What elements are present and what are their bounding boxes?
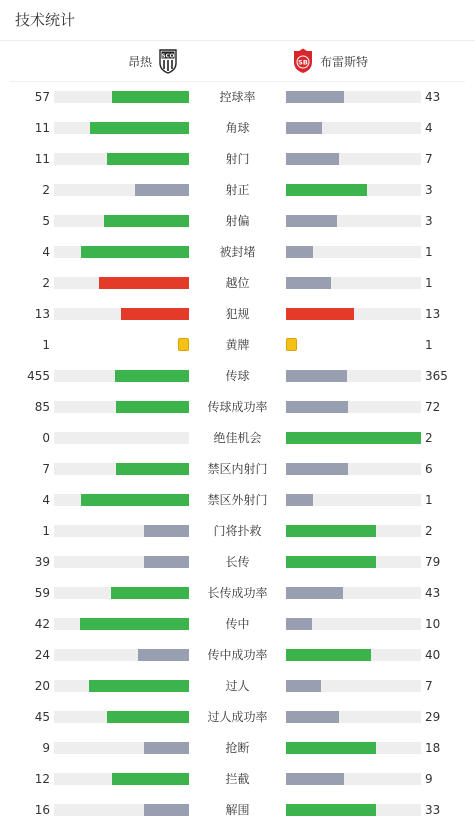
- home-value: 16: [34, 803, 50, 817]
- stat-label: 传球成功率: [207, 400, 268, 414]
- away-value: 7: [425, 152, 433, 166]
- away-value: 43: [425, 90, 441, 104]
- stat-label: 射正: [225, 183, 250, 197]
- away-bar-track: [286, 401, 421, 413]
- stat-label: 角球: [225, 121, 250, 135]
- stat-label: 控球率: [219, 90, 256, 104]
- away-value: 2: [425, 431, 433, 445]
- stat-label: 越位: [225, 276, 250, 290]
- home-bar-track: [54, 680, 189, 692]
- away-bar-fill: [286, 711, 339, 723]
- home-value: 11: [34, 152, 50, 166]
- home-bar-track: [54, 649, 189, 661]
- stat-row: [0, 392, 475, 423]
- away-value: 72: [425, 400, 441, 414]
- stat-label: 禁区内射门: [207, 462, 268, 476]
- home-value: 1: [42, 524, 50, 538]
- stat-label: 传球: [225, 369, 250, 383]
- stat-row: [0, 175, 475, 206]
- away-bar-track: [286, 277, 421, 289]
- home-bar-track: [54, 215, 189, 227]
- away-bar-fill: [286, 804, 376, 816]
- away-bar-fill: [286, 215, 337, 227]
- away-bar-track: [286, 122, 421, 134]
- stat-row: [0, 485, 475, 516]
- away-bar-fill: [286, 742, 376, 754]
- away-bar-track: [286, 680, 421, 692]
- home-bar-fill: [81, 246, 189, 258]
- home-bar-track: [54, 587, 189, 599]
- away-bar-track: [286, 773, 421, 785]
- away-bar-fill: [286, 649, 371, 661]
- away-team-name: 布雷斯特: [320, 54, 369, 69]
- home-value: 85: [34, 400, 50, 414]
- stat-row: [0, 671, 475, 702]
- home-bar-track: [54, 277, 189, 289]
- away-value: 6: [425, 462, 433, 476]
- away-bar-track: [286, 525, 421, 537]
- stat-row: [0, 268, 475, 299]
- stat-row: [0, 206, 475, 237]
- home-bar-fill: [115, 370, 189, 382]
- stat-label: 射偏: [225, 214, 250, 228]
- home-bar-fill: [80, 618, 189, 630]
- away-value: 10: [425, 617, 441, 631]
- stat-row: [0, 640, 475, 671]
- stat-label: 解围: [225, 803, 250, 817]
- home-value: 7: [42, 462, 50, 476]
- away-value: 1: [425, 338, 433, 352]
- stat-label: 传中成功率: [207, 648, 268, 662]
- home-value: 13: [34, 307, 50, 321]
- away-bar-fill: [286, 773, 344, 785]
- home-value: 4: [42, 493, 50, 507]
- home-bar-fill: [135, 184, 189, 196]
- away-bar-fill: [286, 587, 343, 599]
- stat-row: [0, 764, 475, 795]
- stat-row: [0, 516, 475, 547]
- home-bar-fill: [116, 401, 189, 413]
- home-value: 39: [34, 555, 50, 569]
- away-bar-track: [286, 556, 421, 568]
- stat-label: 禁区外射门: [207, 493, 268, 507]
- stat-label: 犯规: [225, 307, 250, 321]
- home-value: 5: [42, 214, 50, 228]
- stat-label: 长传: [225, 555, 250, 569]
- home-bar-fill: [116, 463, 189, 475]
- away-value: 79: [425, 555, 441, 569]
- yellow-card-icon: [178, 338, 189, 351]
- home-bar-track: [54, 184, 189, 196]
- away-bar-track: [286, 463, 421, 475]
- away-value: 3: [425, 214, 433, 228]
- away-bar-track: [286, 649, 421, 661]
- home-team[interactable]: [128, 41, 178, 81]
- stat-row: [0, 330, 475, 361]
- home-bar-track: [54, 804, 189, 816]
- home-bar-track: [54, 773, 189, 785]
- away-value: 13: [425, 307, 441, 321]
- away-value: 1: [425, 493, 433, 507]
- home-value: 20: [34, 679, 50, 693]
- home-value: 1: [42, 338, 50, 352]
- stat-row: [0, 361, 475, 392]
- away-bar-track: [286, 587, 421, 599]
- home-bar-track: [54, 525, 189, 537]
- home-bar-fill: [99, 277, 189, 289]
- away-bar-track: [286, 246, 421, 258]
- home-bar-fill: [89, 680, 189, 692]
- home-bar-fill: [144, 525, 189, 537]
- away-bar-track: [286, 804, 421, 816]
- home-value: 9: [42, 741, 50, 755]
- stat-row: [0, 795, 475, 826]
- away-bar-track: [286, 153, 421, 165]
- away-bar-track: [286, 91, 421, 103]
- away-value: 18: [425, 741, 441, 755]
- home-value: 59: [34, 586, 50, 600]
- home-bar-fill: [138, 649, 189, 661]
- away-bar-fill: [286, 401, 348, 413]
- home-bar-track: [54, 711, 189, 723]
- home-bar-track: [54, 742, 189, 754]
- away-bar-fill: [286, 432, 421, 444]
- away-team[interactable]: [292, 41, 368, 81]
- away-bar-track: [286, 432, 421, 444]
- away-value: 1: [425, 276, 433, 290]
- stat-row: [0, 144, 475, 175]
- home-value: 2: [42, 183, 50, 197]
- home-value: 24: [34, 648, 50, 662]
- angers-sco-crest-icon: [158, 48, 178, 74]
- home-bar-track: [54, 91, 189, 103]
- home-value: 12: [34, 772, 50, 786]
- home-bar-fill: [104, 215, 189, 227]
- stats-list: [0, 82, 475, 826]
- away-bar-track: [286, 711, 421, 723]
- home-bar-track: [54, 618, 189, 630]
- away-value: 43: [425, 586, 441, 600]
- stat-label: 射门: [225, 152, 250, 166]
- home-value: 45: [34, 710, 50, 724]
- away-bar-track: [286, 494, 421, 506]
- away-bar-fill: [286, 556, 376, 568]
- home-value: 455: [27, 369, 50, 383]
- stat-row: [0, 299, 475, 330]
- away-bar-fill: [286, 525, 376, 537]
- stat-row: [0, 733, 475, 764]
- home-value: 57: [34, 90, 50, 104]
- home-value: 0: [42, 431, 50, 445]
- stat-row: [0, 454, 475, 485]
- home-bar-fill: [107, 153, 189, 165]
- away-bar-fill: [286, 494, 313, 506]
- home-bar-fill: [144, 556, 189, 568]
- away-value: 40: [425, 648, 441, 662]
- away-bar-fill: [286, 463, 348, 475]
- home-value: 4: [42, 245, 50, 259]
- page-title: 技术统计: [15, 11, 76, 29]
- stat-label: 被封堵: [219, 245, 256, 259]
- stat-label: 抢断: [225, 741, 250, 755]
- stat-label: 过人: [225, 679, 250, 693]
- stat-label: 传中: [225, 617, 250, 631]
- away-value: 29: [425, 710, 441, 724]
- away-bar-fill: [286, 153, 339, 165]
- stat-row: [0, 547, 475, 578]
- home-bar-track: [54, 556, 189, 568]
- away-value: 7: [425, 679, 433, 693]
- stat-label: 黄牌: [225, 338, 250, 352]
- away-bar-track: [286, 308, 421, 320]
- away-crest-text: SB: [298, 58, 308, 67]
- stat-row: [0, 609, 475, 640]
- home-bar-fill: [107, 711, 189, 723]
- away-bar-track: [286, 215, 421, 227]
- home-value: 11: [34, 121, 50, 135]
- home-bar-track: [54, 308, 189, 320]
- away-value: 1: [425, 245, 433, 259]
- brest-sb-crest-icon: [292, 48, 314, 74]
- home-bar-track: [54, 246, 189, 258]
- away-bar-fill: [286, 618, 312, 630]
- away-value: 33: [425, 803, 441, 817]
- home-bar-track: [54, 153, 189, 165]
- away-bar-fill: [286, 308, 354, 320]
- away-bar-fill: [286, 370, 347, 382]
- away-bar-fill: [286, 680, 321, 692]
- home-bar-fill: [112, 91, 189, 103]
- away-bar-fill: [286, 184, 367, 196]
- stat-row: [0, 423, 475, 454]
- home-bar-fill: [90, 122, 189, 134]
- away-bar-fill: [286, 122, 322, 134]
- home-bar-fill: [144, 742, 189, 754]
- home-value: 42: [34, 617, 50, 631]
- home-bar-fill: [112, 773, 189, 785]
- away-bar-track: [286, 370, 421, 382]
- home-bar-track: [54, 401, 189, 413]
- away-bar-track: [286, 618, 421, 630]
- away-value: 365: [425, 369, 448, 383]
- away-value: 3: [425, 183, 433, 197]
- home-bar-fill: [144, 804, 189, 816]
- stat-row: [0, 113, 475, 144]
- away-bar-fill: [286, 246, 313, 258]
- home-bar-track: [54, 463, 189, 475]
- stat-label: 拦截: [225, 772, 250, 786]
- stat-row: [0, 578, 475, 609]
- home-value: 2: [42, 276, 50, 290]
- away-value: 9: [425, 772, 433, 786]
- home-bar-track: [54, 432, 189, 444]
- stat-row: [0, 702, 475, 733]
- yellow-card-icon: [286, 338, 297, 351]
- stat-label: 门将扑救: [213, 524, 262, 538]
- home-bar-track: [54, 494, 189, 506]
- stat-row: [0, 237, 475, 268]
- home-bar-fill: [121, 308, 189, 320]
- away-bar-fill: [286, 91, 344, 103]
- home-bar-track: [54, 122, 189, 134]
- home-bar-fill: [111, 587, 189, 599]
- away-value: 4: [425, 121, 433, 135]
- away-bar-fill: [286, 277, 331, 289]
- away-bar-track: [286, 184, 421, 196]
- stat-label: 绝佳机会: [213, 431, 262, 445]
- stat-label: 长传成功率: [207, 586, 268, 600]
- teams-header: [10, 41, 465, 81]
- home-team-name: 昂热: [127, 54, 152, 69]
- stat-row: [0, 82, 475, 113]
- stat-label: 过人成功率: [207, 710, 268, 724]
- home-bar-fill: [81, 494, 189, 506]
- home-crest-text: SCO: [161, 53, 175, 60]
- away-value: 2: [425, 524, 433, 538]
- home-bar-track: [54, 370, 189, 382]
- away-bar-track: [286, 742, 421, 754]
